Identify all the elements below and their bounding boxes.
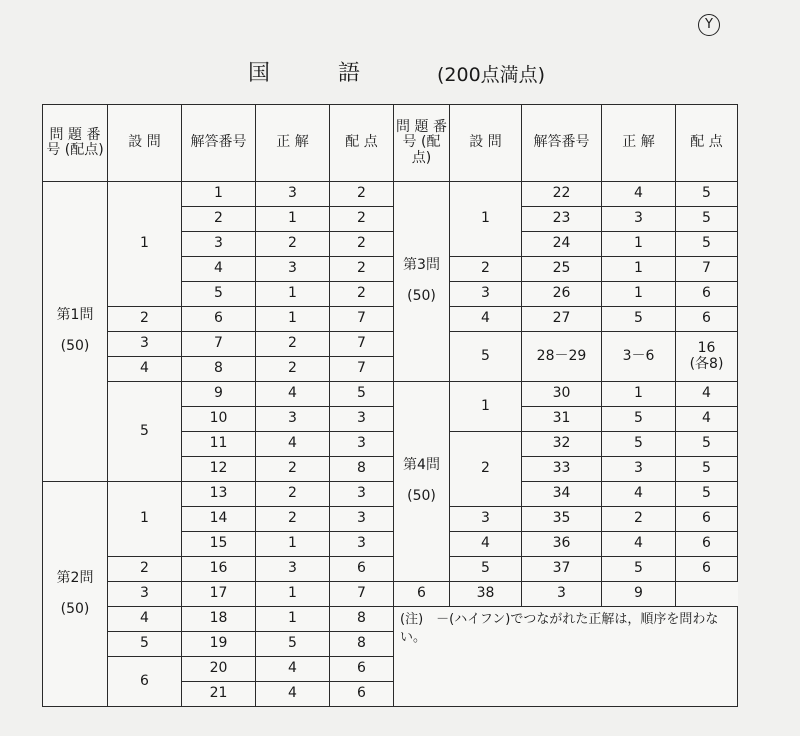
subject-title: 国語: [248, 61, 429, 86]
answer-number: 19: [182, 632, 256, 657]
correct-answer: 3: [522, 582, 602, 607]
points: 5: [676, 232, 738, 257]
header-points: 配 点: [330, 105, 394, 182]
points: 2: [330, 282, 394, 307]
correct-answer: 1: [602, 282, 676, 307]
correct-answer: 1: [602, 257, 676, 282]
points: 6: [676, 307, 738, 332]
correct-answer: 3: [256, 257, 330, 282]
points-each: (各8): [689, 355, 724, 372]
answer-number: 10: [182, 407, 256, 432]
points: 8: [330, 632, 394, 657]
points: 5: [676, 457, 738, 482]
points: 9: [602, 582, 676, 607]
answer-number: 17: [182, 582, 256, 607]
header-problem: 問 題 番 号 (配点): [394, 105, 450, 182]
answer-number: 20: [182, 657, 256, 682]
question-number: 5: [450, 332, 522, 382]
answer-number: 14: [182, 507, 256, 532]
answer-number: 26: [522, 282, 602, 307]
answer-number: 15: [182, 532, 256, 557]
points: 6: [676, 532, 738, 557]
correct-answer: 2: [256, 357, 330, 382]
correct-answer: 4: [602, 482, 676, 507]
question-number: 1: [450, 382, 522, 432]
table-row: [43, 607, 738, 632]
correct-answer: 5: [602, 432, 676, 457]
table-row: [43, 182, 738, 207]
question-number: 6: [108, 657, 182, 707]
question-number: 3: [450, 282, 522, 307]
problem-group-1: [43, 182, 108, 482]
points: [676, 332, 738, 382]
answer-number: 7: [182, 332, 256, 357]
answer-number: 18: [182, 607, 256, 632]
points: 7: [676, 257, 738, 282]
question-number: 2: [108, 557, 182, 582]
question-number: 2: [108, 307, 182, 332]
page-title: [0, 56, 800, 88]
correct-answer: 3: [602, 457, 676, 482]
header-answer-number: 解答番号: [522, 105, 602, 182]
points: 3: [330, 407, 394, 432]
answer-number: 5: [182, 282, 256, 307]
correct-answer: 3－6: [602, 332, 676, 382]
points: 6: [330, 557, 394, 582]
question-number: 1: [108, 182, 182, 307]
problem-points: (50): [60, 338, 90, 355]
header-question: 設 問: [450, 105, 522, 182]
question-number: 5: [108, 632, 182, 657]
question-number: 2: [450, 432, 522, 507]
question-number: 3: [450, 507, 522, 532]
answer-number: 11: [182, 432, 256, 457]
correct-answer: 1: [256, 207, 330, 232]
points: 6: [330, 682, 394, 707]
answer-number: 38: [450, 582, 522, 607]
correct-answer: 5: [602, 407, 676, 432]
question-number: 2: [450, 257, 522, 282]
answer-number: 13: [182, 482, 256, 507]
answer-number: 30: [522, 382, 602, 407]
answer-number: 12: [182, 457, 256, 482]
question-number: 4: [108, 607, 182, 632]
problem-points: (50): [60, 600, 90, 617]
points: 3: [330, 532, 394, 557]
points: 5: [676, 207, 738, 232]
header-correct-answer: 正 解: [602, 105, 676, 182]
question-number: 4: [450, 307, 522, 332]
correct-answer: 5: [256, 632, 330, 657]
problem-name: 第3問: [403, 257, 440, 274]
correct-answer: 3: [256, 557, 330, 582]
question-number: 4: [450, 532, 522, 557]
correct-answer: 3: [256, 182, 330, 207]
points: 7: [330, 357, 394, 382]
question-number: 3: [108, 332, 182, 357]
answer-number: 25: [522, 257, 602, 282]
correct-answer: 1: [256, 307, 330, 332]
correct-answer: 4: [256, 657, 330, 682]
problem-group-3: [394, 182, 450, 382]
problem-name: 第4問: [403, 457, 440, 474]
header-row: [43, 105, 738, 182]
answer-key-table: [42, 104, 738, 707]
correct-answer: 4: [256, 382, 330, 407]
correct-answer: 2: [256, 332, 330, 357]
table-row: [43, 382, 738, 407]
points: 4: [676, 407, 738, 432]
table-row: [43, 332, 738, 357]
points: 6: [676, 282, 738, 307]
answer-number: 3: [182, 232, 256, 257]
correct-answer: 2: [256, 482, 330, 507]
points: 7: [330, 307, 394, 332]
points: 4: [676, 382, 738, 407]
points: 3: [330, 432, 394, 457]
answer-number: 35: [522, 507, 602, 532]
header-question: 設 問: [108, 105, 182, 182]
points: 7: [330, 332, 394, 357]
correct-answer: 4: [256, 682, 330, 707]
points: 3: [330, 482, 394, 507]
problem-group-2: [43, 482, 108, 707]
question-number: 1: [450, 182, 522, 257]
points: 5: [676, 432, 738, 457]
points: 3: [330, 507, 394, 532]
question-number: 5: [108, 382, 182, 482]
problem-points: (50): [407, 488, 436, 505]
question-number: 1: [108, 482, 182, 557]
table-row: [43, 582, 738, 607]
question-number: 5: [450, 557, 522, 582]
points: 8: [330, 607, 394, 632]
points: 6: [676, 557, 738, 582]
correct-answer: 2: [256, 457, 330, 482]
answer-number: 31: [522, 407, 602, 432]
question-number: 3: [108, 582, 182, 607]
problem-name: 第1問: [56, 307, 94, 324]
correct-answer: 4: [602, 182, 676, 207]
points: 5: [330, 382, 394, 407]
points: 7: [330, 582, 394, 607]
answer-number: 28－29: [522, 332, 602, 382]
answer-number: 33: [522, 457, 602, 482]
correct-answer: 2: [256, 507, 330, 532]
question-number: 6: [394, 582, 450, 607]
problem-name: 第2問: [56, 569, 94, 586]
answer-number: 16: [182, 557, 256, 582]
points-total: 16: [697, 340, 716, 357]
points: 8: [330, 457, 394, 482]
correct-answer: 3: [256, 407, 330, 432]
points: 2: [330, 207, 394, 232]
answer-number: 6: [182, 307, 256, 332]
correct-answer: 5: [602, 307, 676, 332]
header-points: 配 点: [676, 105, 738, 182]
answer-number: 9: [182, 382, 256, 407]
problem-points: (50): [407, 288, 436, 305]
footnote: (注) －(ハイフン)でつながれた正解は，順序を問わない。: [394, 607, 738, 707]
header-correct-answer: 正 解: [256, 105, 330, 182]
answer-number: 34: [522, 482, 602, 507]
correct-answer: 5: [602, 557, 676, 582]
table-row: [43, 482, 738, 507]
exam-version-mark: Y: [698, 14, 720, 36]
points: 6: [330, 657, 394, 682]
answer-number: 22: [522, 182, 602, 207]
correct-answer: 1: [256, 532, 330, 557]
answer-number: 8: [182, 357, 256, 382]
points: 5: [676, 182, 738, 207]
answer-number: 21: [182, 682, 256, 707]
correct-answer: 4: [602, 532, 676, 557]
correct-answer: 1: [602, 232, 676, 257]
answer-number: 2: [182, 207, 256, 232]
header-problem: 問 題 番 号 (配点): [43, 105, 108, 182]
answer-number: 36: [522, 532, 602, 557]
answer-number: 4: [182, 257, 256, 282]
correct-answer: 1: [256, 582, 330, 607]
answer-number: 27: [522, 307, 602, 332]
points: 6: [676, 507, 738, 532]
header-answer-number: 解答番号: [182, 105, 256, 182]
points: 5: [676, 482, 738, 507]
correct-answer: 1: [256, 282, 330, 307]
answer-number: 24: [522, 232, 602, 257]
correct-answer: 3: [602, 207, 676, 232]
correct-answer: 2: [256, 232, 330, 257]
table-row: [43, 557, 738, 582]
answer-number: 23: [522, 207, 602, 232]
answer-number: 32: [522, 432, 602, 457]
answer-number: 37: [522, 557, 602, 582]
correct-answer: 1: [602, 382, 676, 407]
points: 2: [330, 182, 394, 207]
points: 2: [330, 257, 394, 282]
answer-number: 1: [182, 182, 256, 207]
correct-answer: 2: [602, 507, 676, 532]
total-score: (200点満点): [437, 64, 546, 86]
correct-answer: 4: [256, 432, 330, 457]
problem-group-4: [394, 382, 450, 582]
question-number: 4: [108, 357, 182, 382]
table-row: [43, 307, 738, 332]
points: 2: [330, 232, 394, 257]
correct-answer: 1: [256, 607, 330, 632]
